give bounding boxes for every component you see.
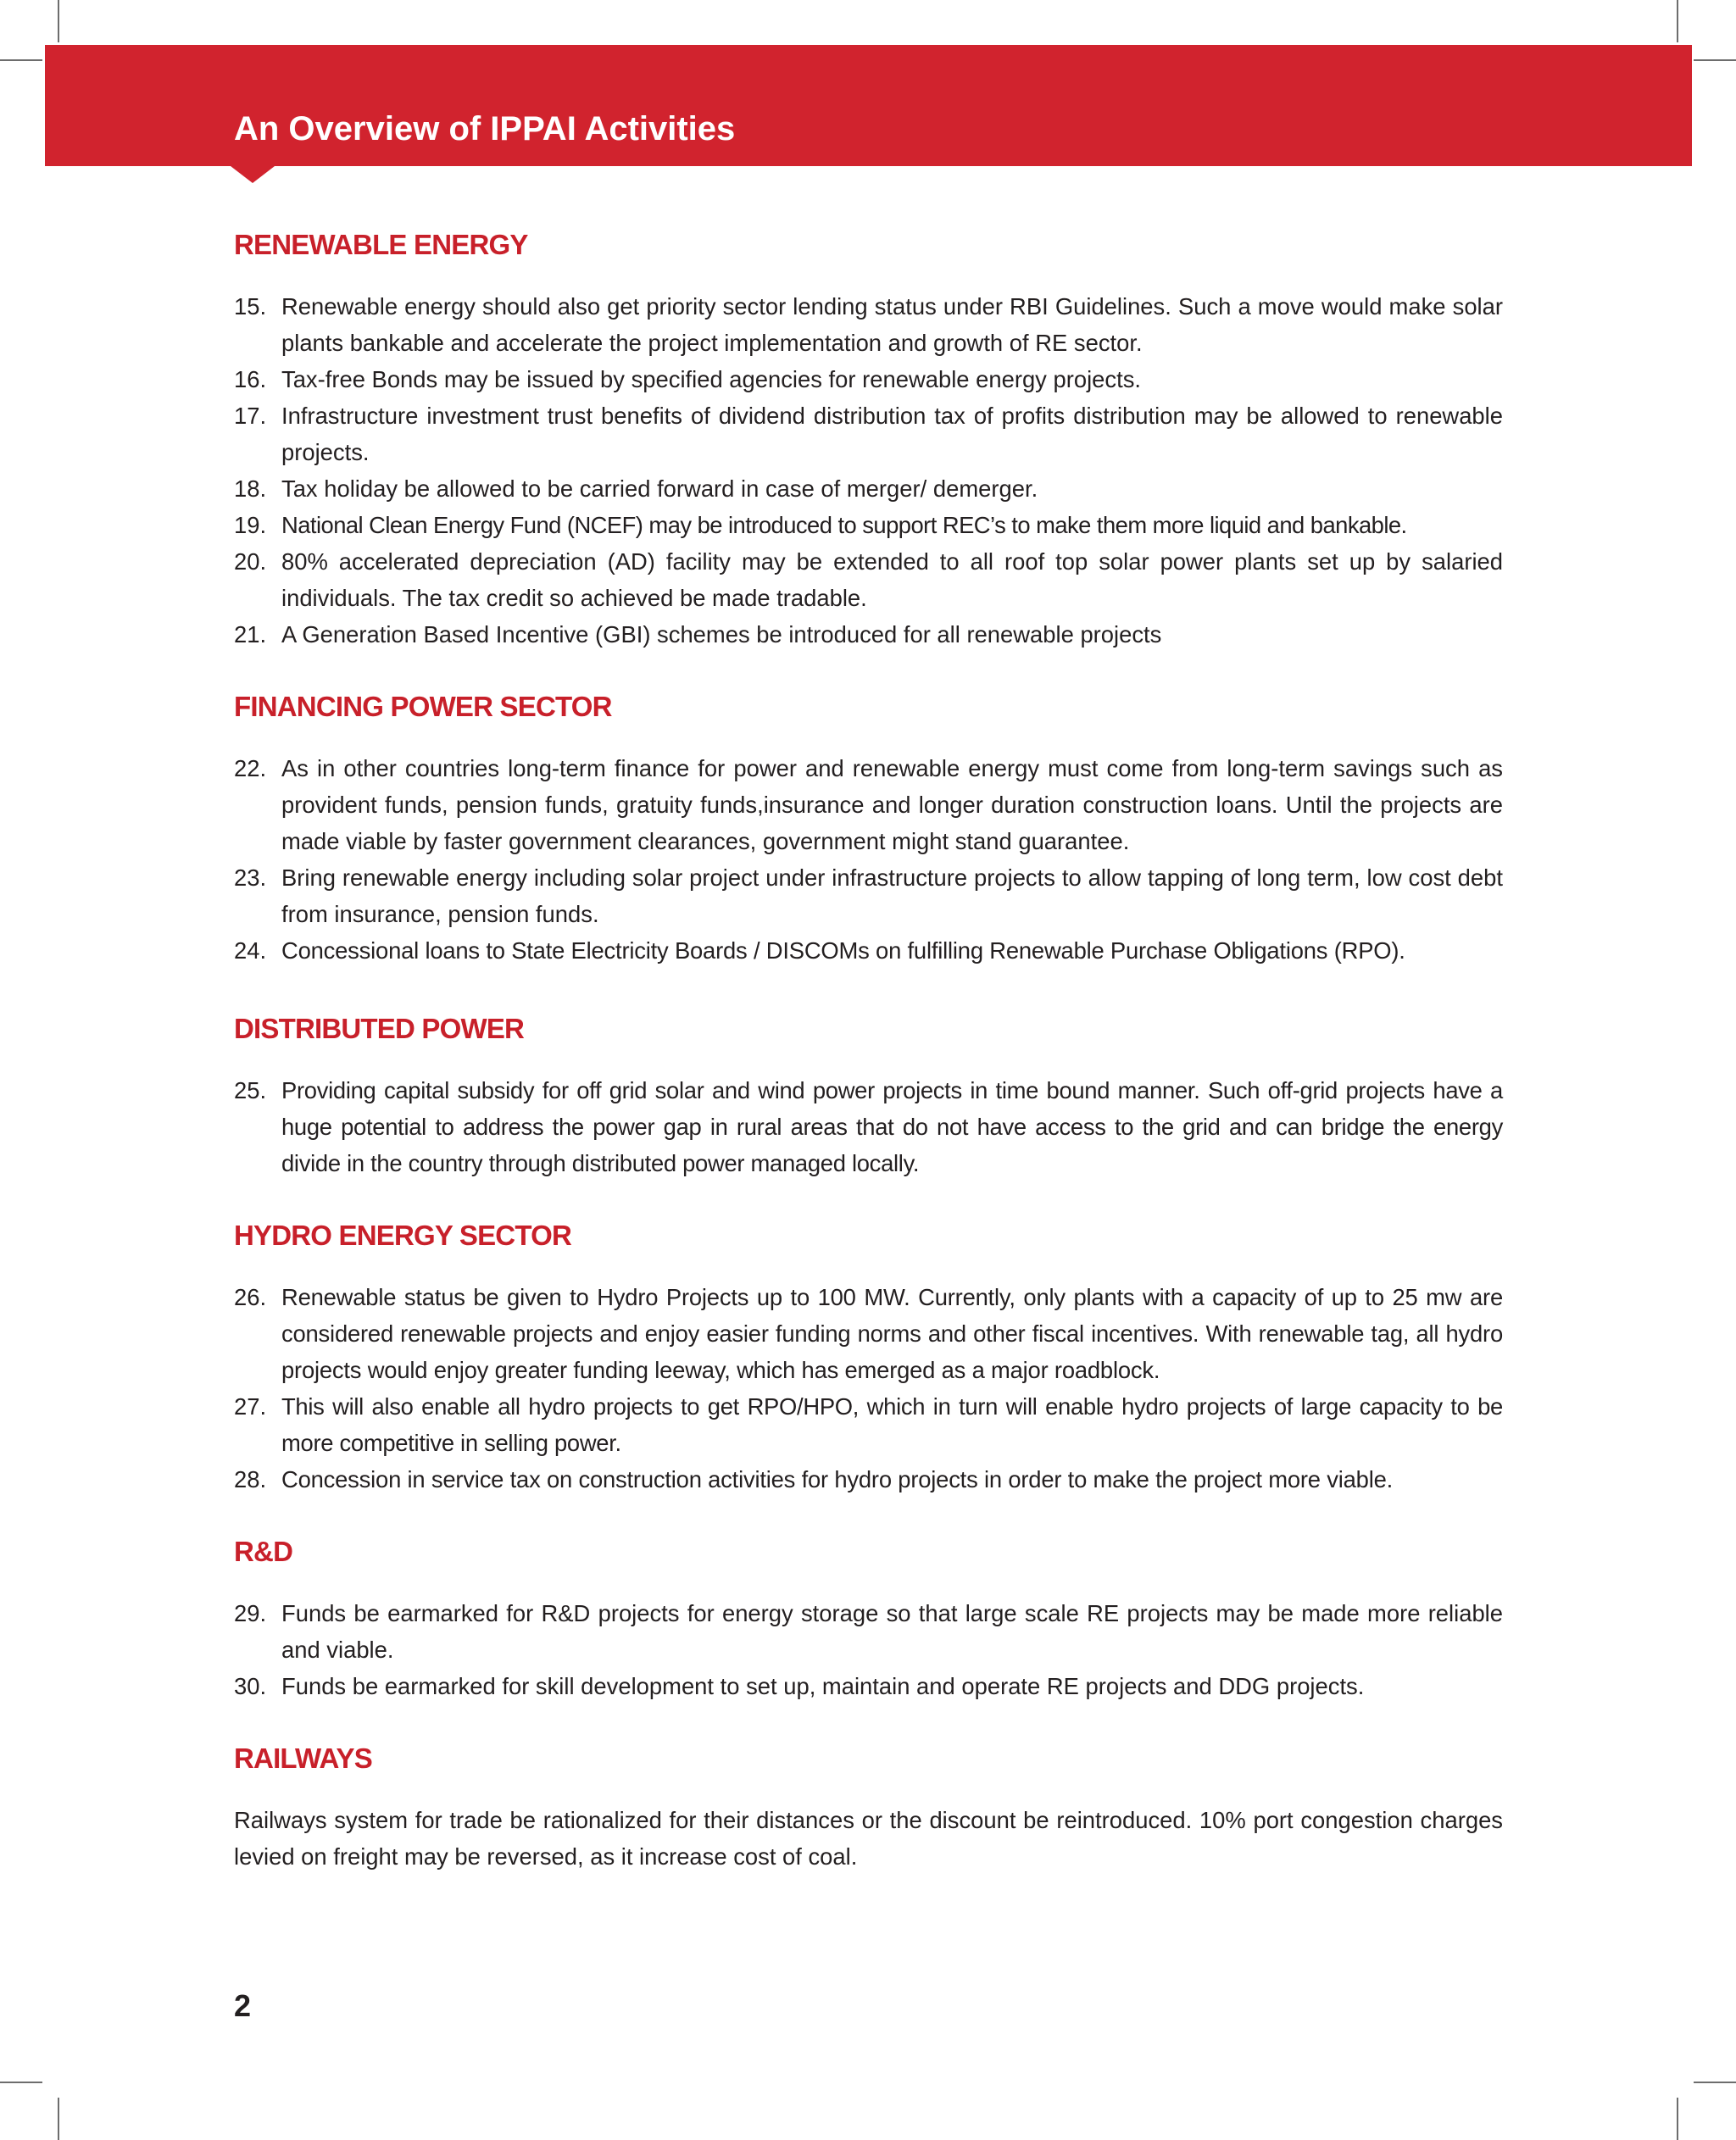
item-number: 19. xyxy=(234,512,267,538)
item-text: Funds be earmarked for skill development to set up, maintain and operate RE projects and DDG projects. xyxy=(281,1673,1365,1699)
item-number: 22. xyxy=(234,755,267,781)
list-item xyxy=(234,361,1503,397)
page-number: 2 xyxy=(234,1988,252,2023)
list-item xyxy=(234,1668,1503,1704)
crop-mark xyxy=(58,0,59,42)
crop-mark xyxy=(1677,2098,1678,2140)
crop-mark xyxy=(0,2082,42,2083)
item-number: 24. xyxy=(234,937,267,964)
header-notch xyxy=(231,166,275,183)
item-number: 17. xyxy=(234,403,267,429)
list-item xyxy=(234,507,1503,543)
item-number: 23. xyxy=(234,864,267,891)
item-text: Concession in service tax on construction activities for hydro projects in order to make the project more viable. xyxy=(281,1466,1394,1492)
list-item xyxy=(234,616,1503,653)
item-number: 18. xyxy=(234,475,267,502)
list-item xyxy=(234,397,1503,470)
crop-mark xyxy=(0,59,42,61)
item-number: 26. xyxy=(234,1284,267,1310)
item-text: Funds be earmarked for R&D projects for energy storage so that large scale RE projects may be made more reliable and viable. xyxy=(281,1600,1503,1663)
item-number: 25. xyxy=(234,1077,267,1103)
item-number: 20. xyxy=(234,548,267,575)
item-text: As in other countries long-term finance for power and renewable energy must come from long-term savings such as provident funds, pension funds, gratuity funds,insurance and longer duration construction loans. Until the projects are made viable by faster government clearances, government might stand guarantee. xyxy=(281,755,1503,854)
item-text: Bring renewable energy including solar project under infrastructure projects to allow tapping of long term, low cost debt from insurance, pension funds. xyxy=(281,864,1503,927)
list-item xyxy=(234,1072,1503,1181)
item-text: Concessional loans to State Electricity Boards / DISCOMs on fulfilling Renewable Purchase Obligations (RPO). xyxy=(281,937,1405,964)
item-text: Tax-free Bonds may be issued by specified agencies for renewable energy projects. xyxy=(281,366,1142,392)
section-heading: DISTRIBUTED POWER xyxy=(234,1013,525,1044)
list-item xyxy=(234,470,1503,507)
list-item xyxy=(234,932,1503,969)
page-title: An Overview of IPPAI Activities xyxy=(234,110,736,147)
section-heading: RENEWABLE ENERGY xyxy=(234,229,528,260)
section-heading: FINANCING POWER SECTOR xyxy=(234,691,612,722)
numbered-list xyxy=(234,1595,1503,1704)
numbered-list xyxy=(234,1072,1503,1181)
list-item xyxy=(234,750,1503,859)
item-text: A Generation Based Incentive (GBI) schemes be introduced for all renewable projects xyxy=(281,621,1162,648)
railways-paragraph: Railways system for trade be rationalized for their distances or the discount be reintroduced. 10% port congestion charges levied on freight may be reversed, as it increase cost of coal. xyxy=(234,1807,1503,1870)
list-item xyxy=(234,1461,1503,1498)
document-body xyxy=(234,227,1503,1875)
item-number: 28. xyxy=(234,1466,267,1492)
item-text: Infrastructure investment trust benefits of dividend distribution tax of profits distribution may be allowed to renewable projects. xyxy=(281,403,1503,465)
item-number: 21. xyxy=(234,621,267,648)
section-heading: R&D xyxy=(234,1536,293,1567)
item-text: Providing capital subsidy for off grid solar and wind power projects in time bound manner. Such off-grid projects have a huge potential to address the power gap in rural areas that do not have access to the grid and can bridge the energy divide in the country through distributed power managed locally. xyxy=(281,1077,1503,1176)
list-item xyxy=(234,859,1503,932)
numbered-list xyxy=(234,750,1503,969)
item-number: 15. xyxy=(234,293,267,320)
list-item xyxy=(234,1595,1503,1668)
crop-mark xyxy=(1677,0,1678,42)
list-item xyxy=(234,1279,1503,1388)
item-text: 80% accelerated depreciation (AD) facility may be extended to all roof top solar power plants set up by salaried individuals. The tax credit so achieved be made tradable. xyxy=(281,548,1503,611)
crop-mark xyxy=(1694,59,1736,61)
section-heading: RAILWAYS xyxy=(234,1743,372,1774)
item-text: Renewable energy should also get priority sector lending status under RBI Guidelines. Such a move would make solar plants bankable and accelerate the project implementation and growth of RE sector. xyxy=(281,293,1503,356)
crop-mark xyxy=(1694,2082,1736,2083)
item-text: National Clean Energy Fund (NCEF) may be introduced to support REC’s to make them more liquid and bankable. xyxy=(281,512,1407,538)
list-item xyxy=(234,288,1503,361)
item-number: 27. xyxy=(234,1393,267,1420)
item-number: 29. xyxy=(234,1600,267,1626)
item-number: 16. xyxy=(234,366,267,392)
list-item xyxy=(234,1388,1503,1461)
numbered-list xyxy=(234,288,1503,653)
header-banner xyxy=(45,45,1692,166)
numbered-list xyxy=(234,1279,1503,1498)
item-number: 30. xyxy=(234,1673,267,1699)
list-item xyxy=(234,543,1503,616)
item-text: Tax holiday be allowed to be carried forward in case of merger/ demerger. xyxy=(281,475,1038,502)
crop-mark xyxy=(58,2098,59,2140)
item-text: This will also enable all hydro projects to get RPO/HPO, which in turn will enable hydro projects of large capacity to be more competitive in selling power. xyxy=(281,1393,1503,1456)
item-text: Renewable status be given to Hydro Projects up to 100 MW. Currently, only plants with a capacity of up to 25 mw are considered renewable projects and enjoy easier funding norms and other fiscal incentives. With renewable tag, all hydro projects would enjoy greater funding leeway, which has emerged as a major roadblock. xyxy=(281,1284,1503,1383)
section-heading: HYDRO ENERGY SECTOR xyxy=(234,1220,571,1251)
